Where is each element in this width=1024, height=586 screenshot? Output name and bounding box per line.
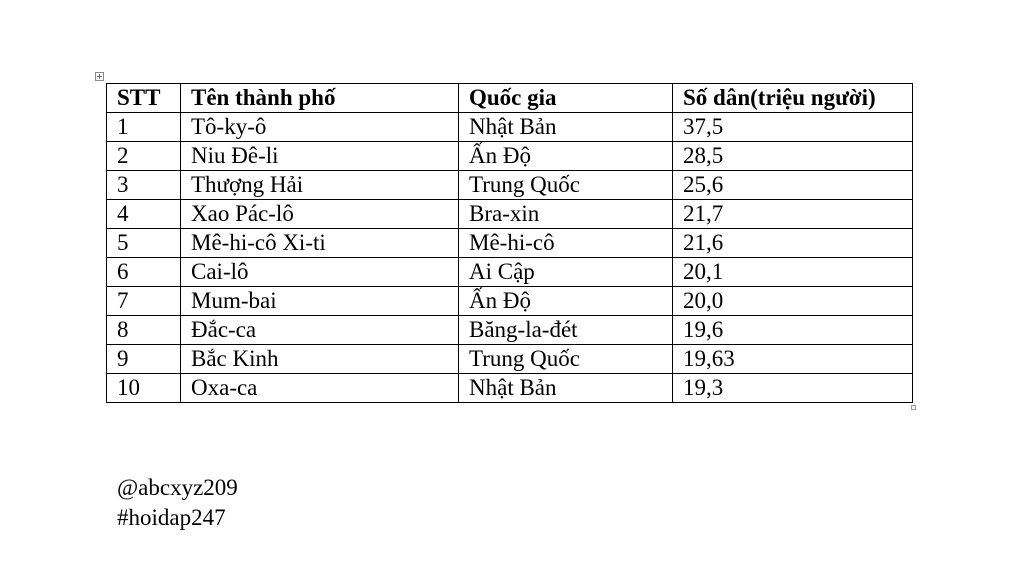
cell-stt: 1 bbox=[107, 113, 181, 142]
table-row bbox=[107, 258, 913, 287]
cell-country: Nhật Bản bbox=[459, 113, 673, 142]
cell-stt: 9 bbox=[107, 345, 181, 374]
header-city-name: Tên thành phố bbox=[181, 84, 459, 113]
cell-city: Oxa-ca bbox=[181, 374, 459, 403]
cell-city: Mê-hi-cô Xi-ti bbox=[181, 229, 459, 258]
cell-stt: 4 bbox=[107, 200, 181, 229]
cell-country: Bra-xin bbox=[459, 200, 673, 229]
cell-population: 28,5 bbox=[673, 142, 913, 171]
cell-city: Xao Pác-lô bbox=[181, 200, 459, 229]
cell-population: 21,6 bbox=[673, 229, 913, 258]
cell-city: Cai-lô bbox=[181, 258, 459, 287]
table-row bbox=[107, 287, 913, 316]
city-population-table bbox=[106, 83, 913, 403]
cell-country: Băng-la-đét bbox=[459, 316, 673, 345]
cell-population: 37,5 bbox=[673, 113, 913, 142]
hashtag: #hoidap247 bbox=[117, 505, 226, 530]
cell-country: Trung Quốc bbox=[459, 345, 673, 374]
cell-stt: 10 bbox=[107, 374, 181, 403]
cell-city: Bắc Kinh bbox=[181, 345, 459, 374]
table-row bbox=[107, 171, 913, 200]
cell-stt: 3 bbox=[107, 171, 181, 200]
cell-stt: 7 bbox=[107, 287, 181, 316]
table-resize-handle[interactable] bbox=[911, 405, 916, 410]
header-country: Quốc gia bbox=[459, 84, 673, 113]
table-row bbox=[107, 113, 913, 142]
cell-country: Mê-hi-cô bbox=[459, 229, 673, 258]
cell-stt: 8 bbox=[107, 316, 181, 345]
cell-population: 25,6 bbox=[673, 171, 913, 200]
cell-country: Ấn Độ bbox=[459, 287, 673, 316]
cell-city: Niu Đê-li bbox=[181, 142, 459, 171]
author-handle: @abcxyz209 bbox=[117, 475, 238, 500]
cell-population: 20,0 bbox=[673, 287, 913, 316]
cell-stt: 5 bbox=[107, 229, 181, 258]
author-tags bbox=[117, 473, 238, 533]
cell-city: Thượng Hải bbox=[181, 171, 459, 200]
cell-city: Tô-ky-ô bbox=[181, 113, 459, 142]
cell-country: Ai Cập bbox=[459, 258, 673, 287]
cell-country: Nhật Bản bbox=[459, 374, 673, 403]
table-row bbox=[107, 142, 913, 171]
table-row bbox=[107, 229, 913, 258]
cell-population: 19,6 bbox=[673, 316, 913, 345]
table-row bbox=[107, 374, 913, 403]
cell-country: Ấn Độ bbox=[459, 142, 673, 171]
table-move-handle-icon[interactable] bbox=[95, 72, 104, 81]
header-population: Số dân(triệu người) bbox=[673, 84, 913, 113]
cell-population: 19,63 bbox=[673, 345, 913, 374]
cell-city: Mum-bai bbox=[181, 287, 459, 316]
header-stt: STT bbox=[107, 84, 181, 113]
cell-stt: 6 bbox=[107, 258, 181, 287]
table-row bbox=[107, 316, 913, 345]
cell-population: 21,7 bbox=[673, 200, 913, 229]
table-row bbox=[107, 345, 913, 374]
cell-stt: 2 bbox=[107, 142, 181, 171]
cell-population: 20,1 bbox=[673, 258, 913, 287]
cell-population: 19,3 bbox=[673, 374, 913, 403]
table-row bbox=[107, 200, 913, 229]
cell-city: Đắc-ca bbox=[181, 316, 459, 345]
cell-country: Trung Quốc bbox=[459, 171, 673, 200]
table-header-row bbox=[107, 84, 913, 113]
